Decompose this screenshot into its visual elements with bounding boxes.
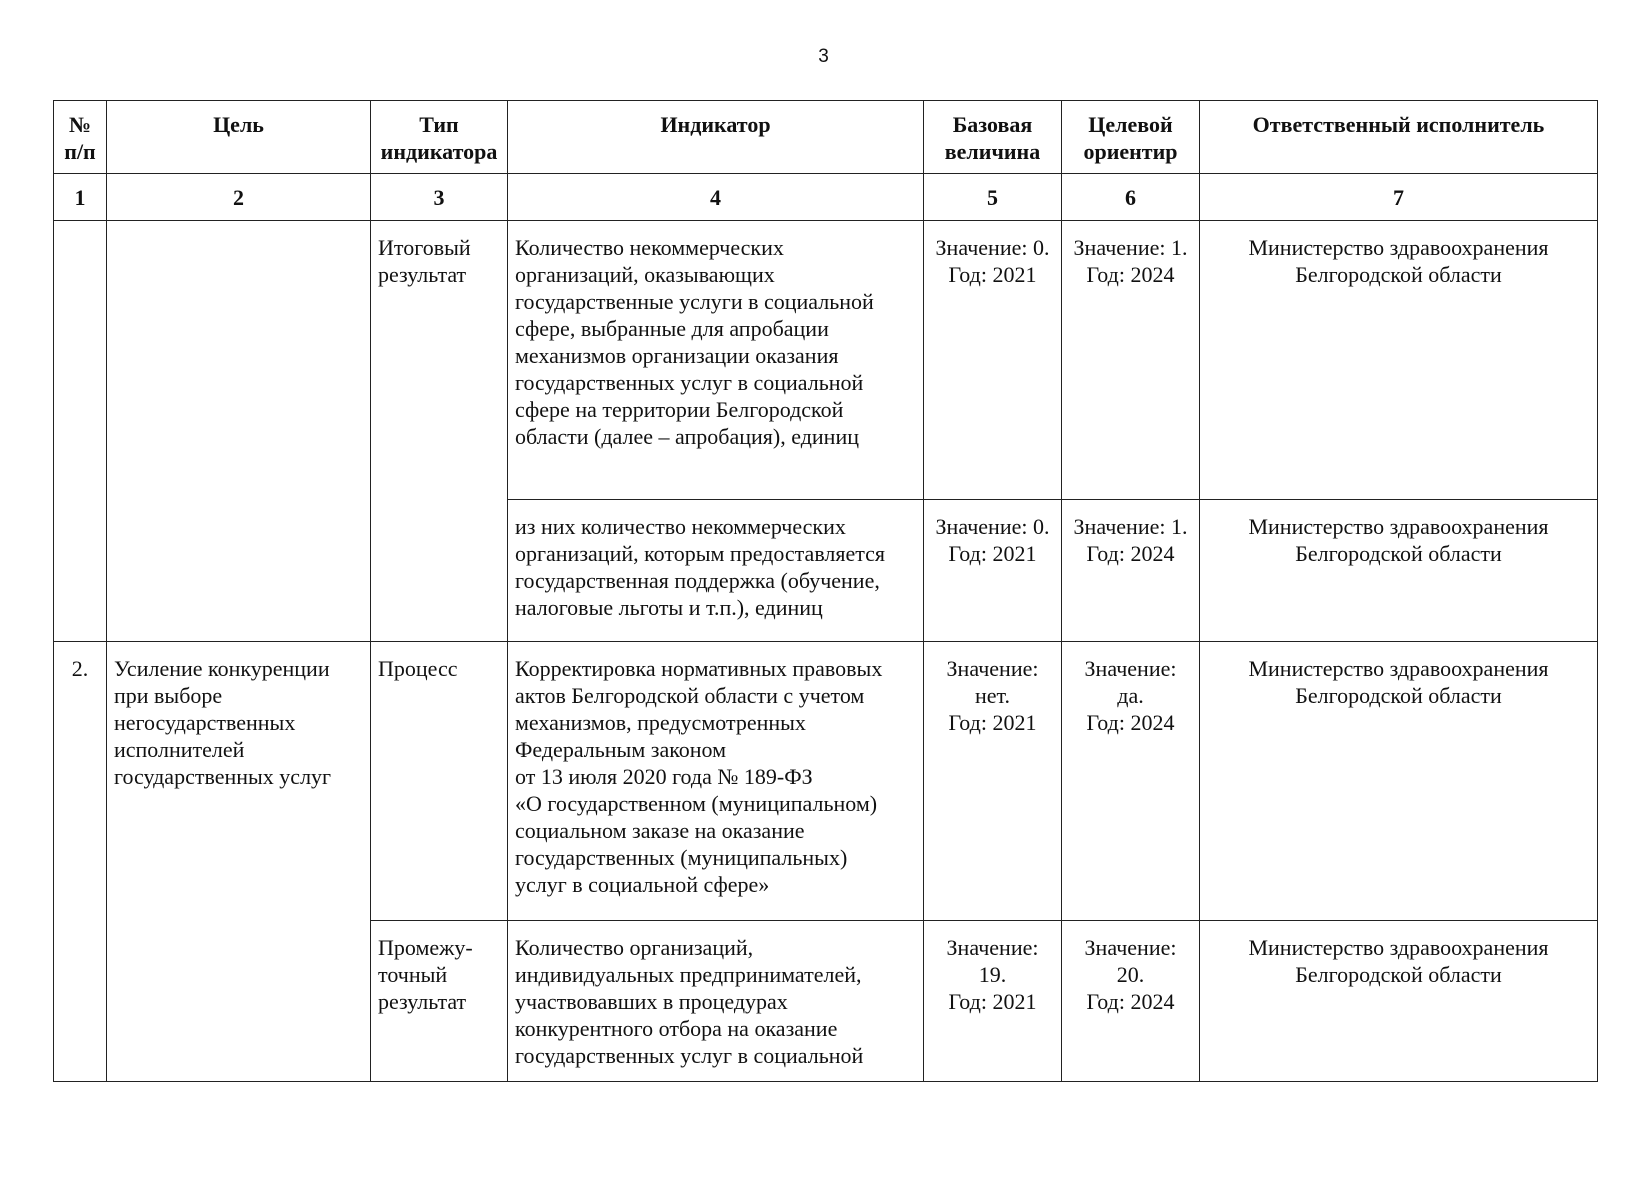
row-num-cell: 2. (54, 642, 107, 1082)
header-indicator: Индикатор (508, 101, 924, 174)
responsible-cell: Министерство здравоохранения Белгородской области (1200, 500, 1598, 642)
goal-cell: Усиление конкуренции при выборе негосударственных исполнителей государственных услуг (107, 642, 371, 1082)
column-number-row (54, 174, 1598, 221)
header-base: Базовая величина (924, 101, 1062, 174)
base-value-cell: Значение: 19. Год: 2021 (924, 921, 1062, 1082)
target-value-cell: Значение: 1. Год: 2024 (1062, 221, 1200, 500)
target-value-cell: Значение: 1. Год: 2024 (1062, 500, 1200, 642)
indicators-table (53, 100, 1598, 1082)
target-value-cell: Значение: да. Год: 2024 (1062, 642, 1200, 921)
column-number: 1 (54, 174, 107, 221)
column-number: 6 (1062, 174, 1200, 221)
column-number: 2 (107, 174, 371, 221)
header-responsible: Ответственный исполнитель (1200, 101, 1598, 174)
indicator-cell: Корректировка нормативных правовых актов Белгородской области с учетом механизмов, предусмотренных Федеральным законом от 13 июля 2020 года № 189-ФЗ «О государственном (муниципальном) социальном заказе на оказание государственных (муниципальных) услуг в социальной сфере» (508, 642, 924, 921)
responsible-cell: Министерство здравоохранения Белгородской области (1200, 221, 1598, 500)
type-cell: Итоговый результат (371, 221, 508, 642)
column-number: 3 (371, 174, 508, 221)
header-num: № п/п (54, 101, 107, 174)
goal-cell (107, 221, 371, 642)
responsible-cell: Министерство здравоохранения Белгородской области (1200, 921, 1598, 1082)
target-value-cell: Значение: 20. Год: 2024 (1062, 921, 1200, 1082)
header-type: Тип индикатора (371, 101, 508, 174)
header-goal: Цель (107, 101, 371, 174)
type-cell: Процесс (371, 642, 508, 921)
base-value-cell: Значение: 0. Год: 2021 (924, 221, 1062, 500)
base-value-cell: Значение: 0. Год: 2021 (924, 500, 1062, 642)
column-number: 4 (508, 174, 924, 221)
header-row (54, 101, 1598, 174)
type-cell: Промежу- точный результат (371, 921, 508, 1082)
header-target: Целевой ориентир (1062, 101, 1200, 174)
responsible-cell: Министерство здравоохранения Белгородской области (1200, 642, 1598, 921)
row-num-cell (54, 221, 107, 642)
base-value-cell: Значение: нет. Год: 2021 (924, 642, 1062, 921)
column-number: 5 (924, 174, 1062, 221)
indicator-cell: Количество некоммерческих организаций, оказывающих государственные услуги в социальной сфере, выбранные для апробации механизмов организации оказания государственных услуг в социальной сфере на территории Белгородской области (далее – апробация), единиц (508, 221, 924, 500)
indicator-cell: из них количество некоммерческих организаций, которым предоставляется государственная поддержка (обучение, налоговые льготы и т.п.), единиц (508, 500, 924, 642)
table-row (54, 642, 1598, 921)
table-row (54, 221, 1598, 500)
column-number: 7 (1200, 174, 1598, 221)
indicator-cell: Количество организаций, индивидуальных предпринимателей, участвовавших в процедурах конкурентного отбора на оказание государственных услуг в социальной (508, 921, 924, 1082)
page-number: 3 (818, 46, 829, 67)
